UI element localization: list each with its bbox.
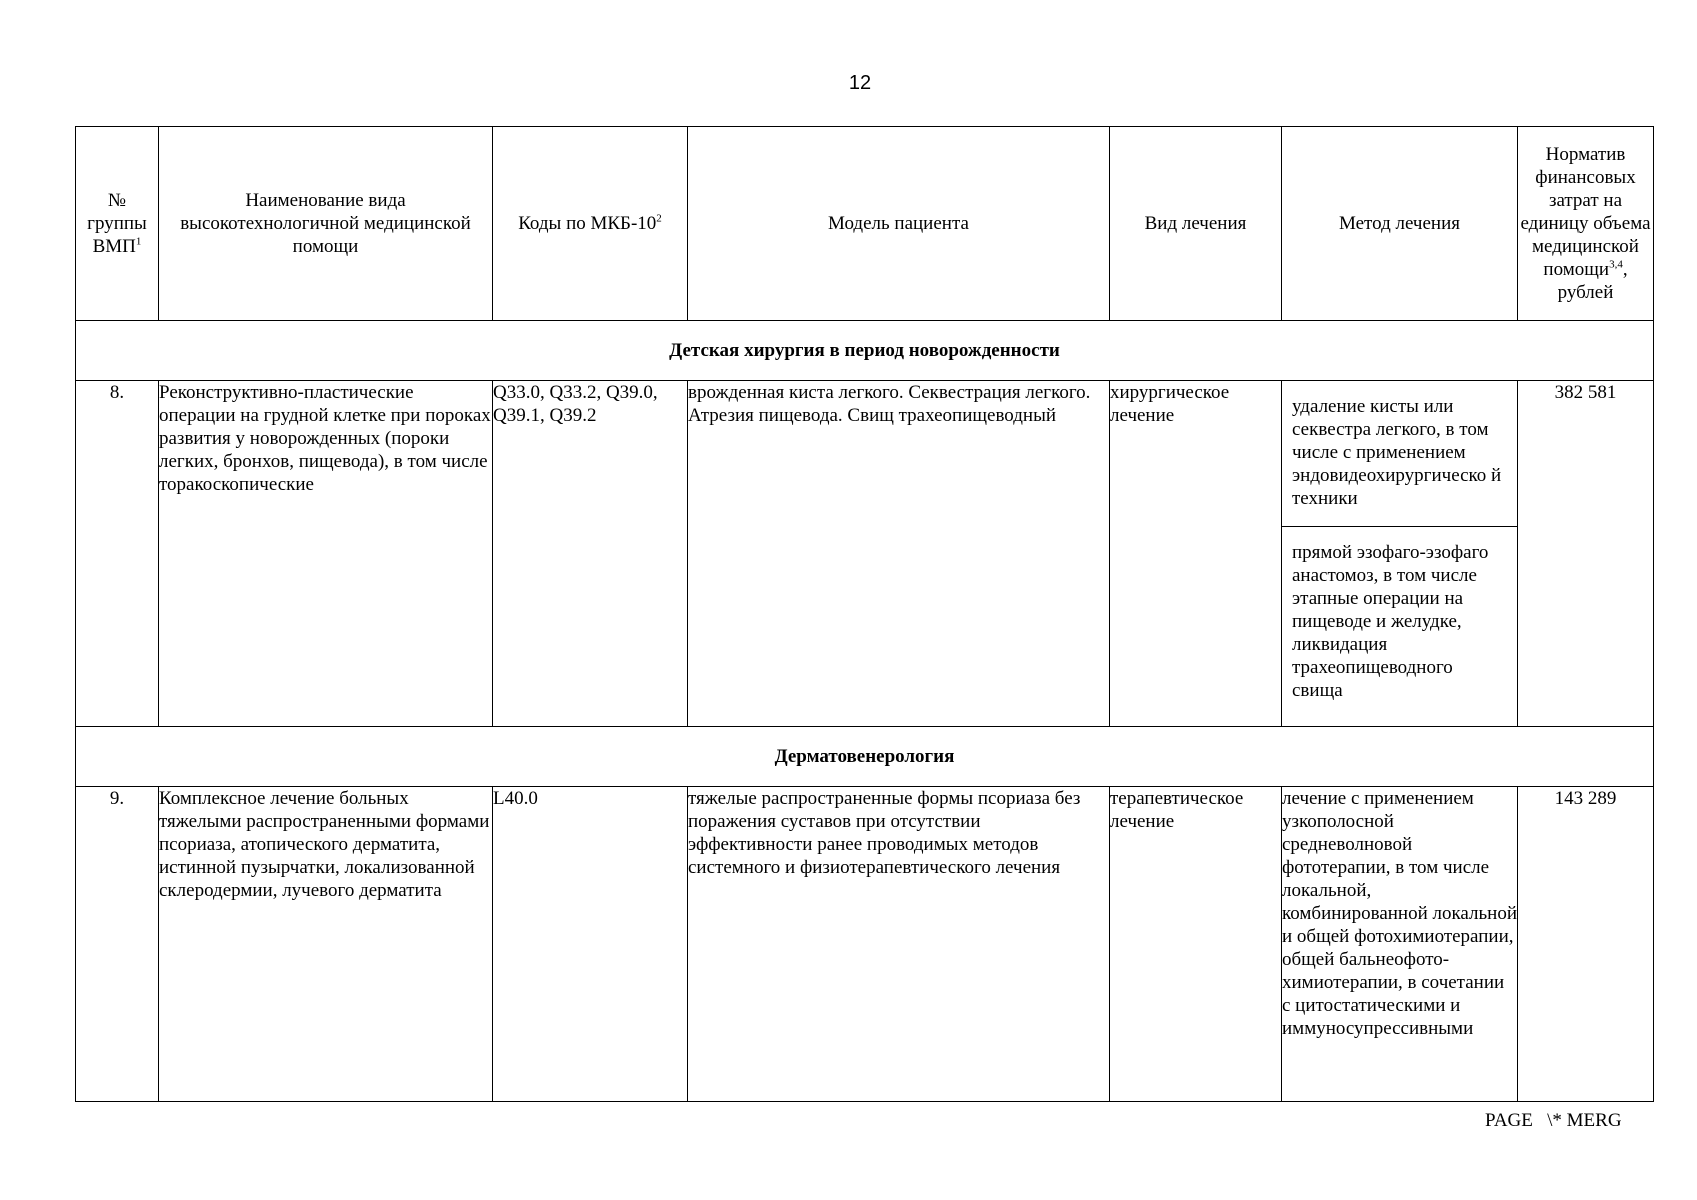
section-title: Детская хирургия в период новорожденности (76, 321, 1654, 381)
header-treatment-method: Метод лечения (1282, 127, 1518, 321)
row-name: Реконструктивно-пластические операции на грудной клетке при пороках развития у новорожденных (пороки легких, бронхов, пищевода), в том числе торакоскопические (159, 381, 493, 727)
section-row-pediatric-surgery (76, 321, 1654, 381)
row-treatment-type: хирургическое лечение (1110, 381, 1282, 727)
section-row-dermatovenereology (76, 727, 1654, 787)
header-codes: Коды по МКБ-$10^2$ (493, 127, 688, 321)
row-methods (1282, 381, 1518, 727)
table-row (76, 787, 1654, 1102)
row-cost: 143 289 (1518, 787, 1654, 1102)
row-codes: Q33.0, Q33.2, Q39.0, Q39.1, Q39.2 (493, 381, 688, 727)
row-method-2: прямой эзофаго-эзофаго анастомоз, в том числе этапные операции на пищеводе и желудке, ликвидация трахеопищеводного свища (1292, 542, 1489, 701)
header-treatment-type: Вид лечения (1110, 127, 1282, 321)
row-patient-model: тяжелые распространенные формы псориаза без поражения суставов при отсутствии эффективности ранее проводимых методов системного и физиотерапевтического лечения (688, 787, 1110, 1102)
row-cost: 382 581 (1518, 381, 1654, 727)
footer-page-field: PAGE \* MERG (1485, 1110, 1622, 1131)
row-number: 8. (76, 381, 159, 727)
header-patient-model: Модель пациента (688, 127, 1110, 321)
header-group-no: № группы ВМП$^1$ (76, 127, 159, 321)
section-title: Дерматовенерология (76, 727, 1654, 787)
header-name: Наименование вида высокотехнологичной медицинской помощи (159, 127, 493, 321)
row-patient-model: врожденная киста легкого. Секвестрация легкого. Атрезия пищевода. Свищ трахеопищеводный (688, 381, 1110, 727)
row-treatment-type: терапевтическое лечение (1110, 787, 1282, 1102)
row-name: Комплексное лечение больных тяжелыми распространенными формами псориаза, атопического дерматита, истинной пузырчатки, локализованной склеродермии, лучевого дерматита (159, 787, 493, 1102)
row-number: 9. (76, 787, 159, 1102)
row-method-1: удаление кисты или секвестра легкого, в том числе с применением эндовидеохирургическо й техники (1282, 381, 1517, 527)
table-row (76, 381, 1654, 727)
header-cost: Норматив финансовых затрат на единицу объема медицинской помощи$^{3,4}$, рублей (1518, 127, 1654, 321)
page-number: 12 (848, 72, 872, 94)
row-codes: L40.0 (493, 787, 688, 1102)
row-method: лечение с применением узкополосной средневолновой фототерапии, в том числе локальной, комбинированной локальной и общей фотохимиотерапии, общей бальнеофото-химиотерапии, в сочетании с цитостатическими и иммуносупрессивными (1282, 787, 1518, 1102)
table-header-row (76, 127, 1654, 321)
vmp-table (75, 126, 1654, 1102)
